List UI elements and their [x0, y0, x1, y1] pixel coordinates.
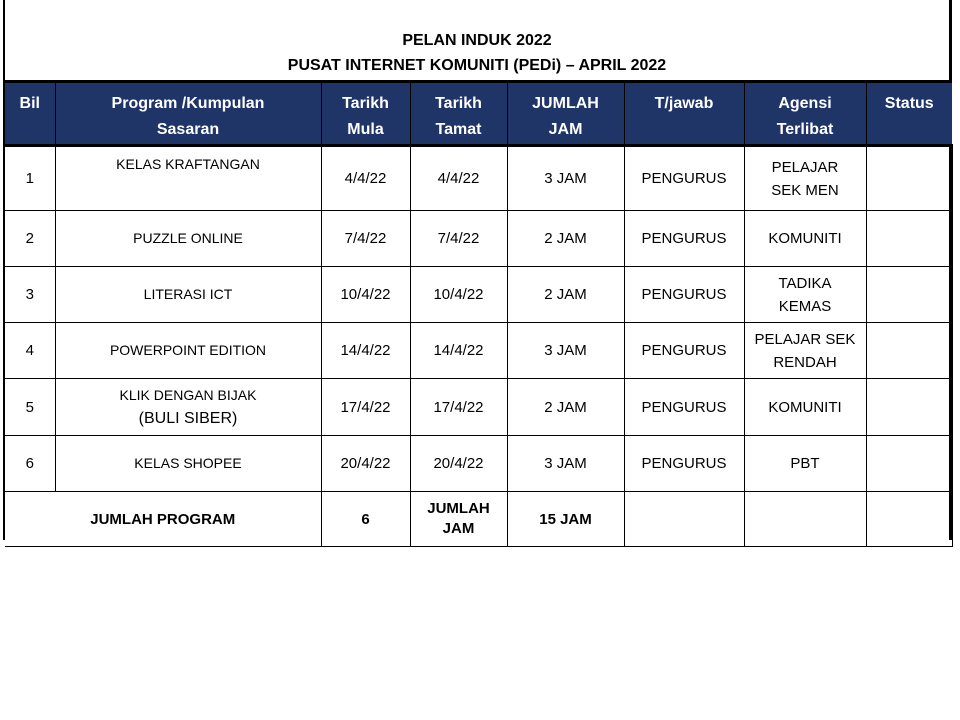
title-line-1: PELAN INDUK 2022 — [402, 32, 552, 49]
cell-status — [866, 267, 952, 323]
header-agensi: Agensi Terlibat — [744, 83, 866, 146]
cell-jumlah-jam: 3 JAM — [507, 146, 624, 211]
cell-program: KLIK DENGAN BIJAK (BULI SIBER) — [55, 379, 321, 436]
cell-tarikh-mula: 4/4/22 — [321, 146, 410, 211]
cell-jumlah-jam: 2 JAM — [507, 379, 624, 436]
cell-agensi: TADIKA KEMAS — [744, 267, 866, 323]
cell-tarikh-mula: 14/4/22 — [321, 323, 410, 379]
cell-tarikh-tamat: 10/4/22 — [410, 267, 507, 323]
cell-agensi: KOMUNITI — [744, 379, 866, 436]
table-row — [5, 323, 952, 379]
cell-bil: 1 — [5, 146, 55, 211]
header-status: Status — [866, 83, 952, 146]
total-jam-value: 15 JAM — [507, 492, 624, 547]
cell-tarikh-tamat: 4/4/22 — [410, 146, 507, 211]
cell-program: POWERPOINT EDITION — [55, 323, 321, 379]
cell-tarikh-tamat: 17/4/22 — [410, 379, 507, 436]
cell-tarikh-mula: 7/4/22 — [321, 211, 410, 267]
cell-bil: 2 — [5, 211, 55, 267]
cell-jumlah-jam: 3 JAM — [507, 323, 624, 379]
cell-agensi: PBT — [744, 436, 866, 492]
cell-agensi: PELAJAR SEK RENDAH — [744, 323, 866, 379]
cell-tjawab: PENGURUS — [624, 379, 744, 436]
cell-status — [866, 146, 952, 211]
document-sheet — [3, 0, 952, 540]
cell-tarikh-mula: 10/4/22 — [321, 267, 410, 323]
title-line-2: PUSAT INTERNET KOMUNITI (PEDi) – APRIL 2022 — [287, 57, 667, 74]
cell-tjawab: PENGURUS — [624, 146, 744, 211]
cell-tarikh-mula: 17/4/22 — [321, 379, 410, 436]
cell-status — [866, 323, 952, 379]
cell-tjawab: PENGURUS — [624, 323, 744, 379]
table-row — [5, 146, 952, 211]
header-program: Program /Kumpulan Sasaran — [55, 83, 321, 146]
cell-program: KELAS SHOPEE — [55, 436, 321, 492]
total-empty-cell — [744, 492, 866, 547]
table-row — [5, 379, 952, 436]
cell-program: KELAS KRAFTANGAN — [55, 146, 321, 211]
total-empty-cell — [866, 492, 952, 547]
cell-tarikh-mula: 20/4/22 — [321, 436, 410, 492]
cell-tarikh-tamat: 20/4/22 — [410, 436, 507, 492]
cell-bil: 4 — [5, 323, 55, 379]
cell-tarikh-tamat: 7/4/22 — [410, 211, 507, 267]
cell-tarikh-tamat: 14/4/22 — [410, 323, 507, 379]
cell-bil: 5 — [5, 379, 55, 436]
total-count: 6 — [321, 492, 410, 547]
header-tarikh-tamat: Tarikh Tamat — [410, 83, 507, 146]
header-jumlah-jam: JUMLAH JAM — [507, 83, 624, 146]
cell-bil: 3 — [5, 267, 55, 323]
total-label: JUMLAH PROGRAM — [5, 492, 321, 547]
cell-status — [866, 211, 952, 267]
cell-tjawab: PENGURUS — [624, 211, 744, 267]
title-block — [5, 0, 949, 83]
cell-jumlah-jam: 2 JAM — [507, 211, 624, 267]
table-row — [5, 436, 952, 492]
header-tjawab: T/jawab — [624, 83, 744, 146]
cell-tjawab: PENGURUS — [624, 267, 744, 323]
cell-agensi: PELAJAR SEK MEN — [744, 146, 866, 211]
header-bil: Bil — [5, 83, 55, 146]
program-table — [5, 83, 953, 547]
header-row — [5, 83, 952, 146]
total-row — [5, 492, 952, 547]
cell-program: LITERASI ICT — [55, 267, 321, 323]
cell-bil: 6 — [5, 436, 55, 492]
cell-jumlah-jam: 2 JAM — [507, 267, 624, 323]
table-row — [5, 211, 952, 267]
cell-program: PUZZLE ONLINE — [55, 211, 321, 267]
cell-tjawab: PENGURUS — [624, 436, 744, 492]
cell-status — [866, 436, 952, 492]
table-row — [5, 267, 952, 323]
cell-status — [866, 379, 952, 436]
cell-agensi: KOMUNITI — [744, 211, 866, 267]
cell-jumlah-jam: 3 JAM — [507, 436, 624, 492]
header-tarikh-mula: Tarikh Mula — [321, 83, 410, 146]
total-jam-label: JUMLAH JAM — [410, 492, 507, 547]
total-empty-cell — [624, 492, 744, 547]
